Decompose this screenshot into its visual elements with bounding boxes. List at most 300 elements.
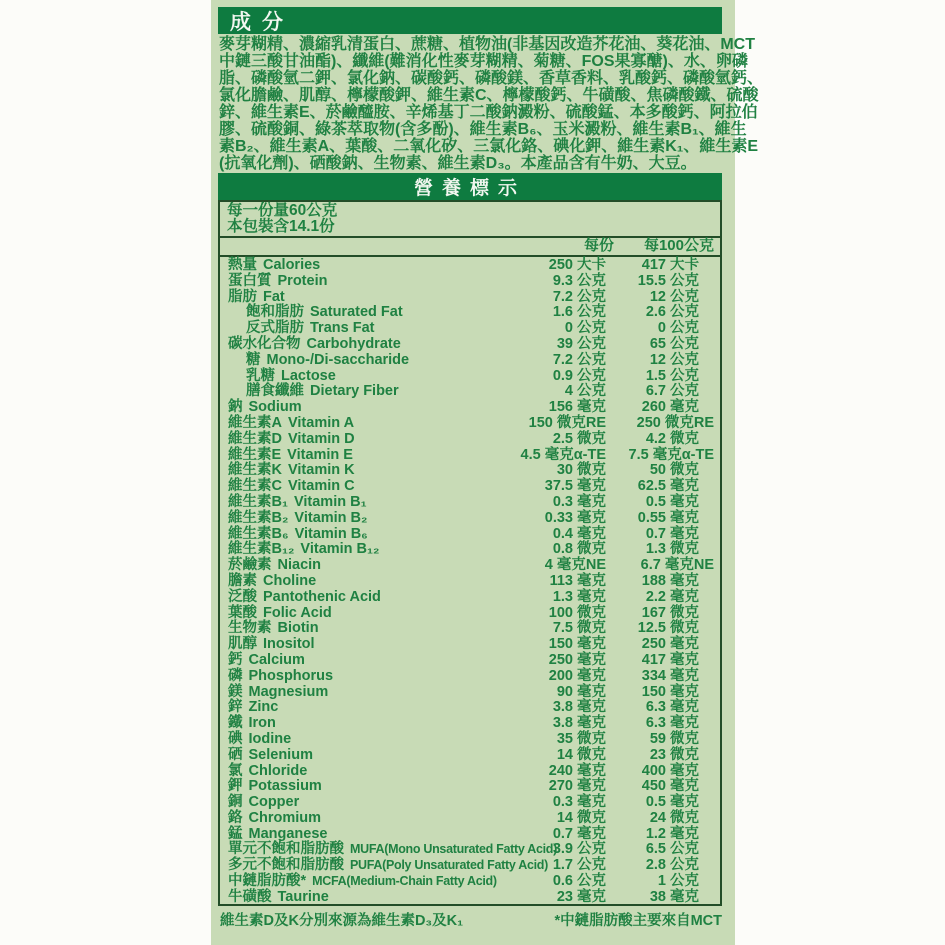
value-per-100g: 23 <box>649 746 666 763</box>
row-label-en: Magnesium <box>248 683 329 700</box>
per-serving-cell <box>488 558 606 574</box>
per-serving-cell <box>488 574 606 590</box>
unit-per-100g: 毫克α-TE <box>652 446 714 463</box>
value-per-serving: 9.3 <box>552 272 573 289</box>
per-100g-cell <box>606 732 714 748</box>
row-label-zh: 碘 <box>228 730 243 747</box>
nutrition-row <box>220 337 720 353</box>
nutrition-table <box>218 200 722 906</box>
unit-per-serving: 毫克 <box>577 715 606 732</box>
nutrition-row <box>220 590 720 606</box>
row-label-en: Vitamin C <box>287 478 355 495</box>
unit-per-serving: 微克 <box>577 746 606 763</box>
unit-per-100g: 微克 <box>670 730 699 747</box>
per-100g-cell <box>606 416 714 432</box>
per-100g-cell <box>606 842 714 858</box>
value-per-serving: 0 <box>564 320 573 337</box>
unit-per-serving: 毫克 <box>577 667 606 684</box>
row-label-zh: 鈣 <box>228 651 243 668</box>
row-label <box>228 748 488 764</box>
row-label <box>228 779 488 795</box>
row-label-en: Vitamin A <box>287 414 355 431</box>
unit-per-serving: 公克 <box>577 841 606 858</box>
value-per-serving: 35 <box>556 730 573 747</box>
per-100g-cell <box>606 258 714 274</box>
unit-per-100g: 毫克 <box>670 509 699 526</box>
value-per-100g: 6.3 <box>645 699 666 716</box>
row-label-en: Choline <box>263 572 317 589</box>
row-label-zh: 銅 <box>228 794 243 811</box>
ingredients-text-line: 麥芽糊精、濃縮乳清蛋白、蔗糖、植物油(非基因改造芥花油、葵花油、MCT <box>219 36 755 53</box>
row-label <box>228 542 488 558</box>
value-per-100g: 450 <box>641 778 666 795</box>
value-per-100g: 260 <box>641 399 666 416</box>
per-serving-cell <box>488 732 606 748</box>
per-serving-cell <box>488 716 606 732</box>
row-label-zh: 維生素B₁ <box>228 493 288 510</box>
value-per-serving: 0.8 <box>552 541 573 558</box>
unit-per-serving: 毫克 <box>577 683 606 700</box>
row-label-en: Vitamin B₂ <box>294 509 368 526</box>
unit-per-serving: 公克 <box>577 383 606 400</box>
row-label <box>228 653 488 669</box>
row-label-en: Protein <box>277 272 328 289</box>
unit-per-serving: 毫克 <box>577 699 606 716</box>
per-100g-cell <box>606 369 714 385</box>
unit-per-100g: 微克RE <box>664 414 714 431</box>
row-label-en: Calories <box>263 257 321 273</box>
unit-per-100g: 微克 <box>670 809 699 826</box>
value-per-100g: 250 <box>641 636 666 653</box>
nutrition-row <box>220 369 720 385</box>
value-per-serving: 4.5 <box>520 446 541 463</box>
row-label <box>246 384 488 400</box>
unit-per-100g: 微克 <box>670 620 699 637</box>
value-per-100g: 1.2 <box>645 825 666 842</box>
per-100g-cell <box>606 795 714 811</box>
nutrition-row <box>220 890 720 906</box>
nutrition-row <box>220 874 720 890</box>
value-per-serving: 0.4 <box>552 525 573 542</box>
unit-per-100g: 毫克 <box>670 715 699 732</box>
value-per-100g: 0.55 <box>637 509 666 526</box>
nutrition-row <box>220 732 720 748</box>
value-per-100g: 6.5 <box>645 841 666 858</box>
row-label-zh: 泛酸 <box>228 588 257 605</box>
row-label-en: Inositol <box>263 636 315 653</box>
unit-per-100g: 大卡 <box>670 257 699 273</box>
value-per-100g: 0.5 <box>645 493 666 510</box>
row-label-en: Vitamin B₁₂ <box>300 541 380 558</box>
row-label <box>228 764 488 780</box>
per-100g-cell <box>606 748 714 764</box>
value-per-serving: 3.9 <box>552 841 573 858</box>
unit-per-100g: 公克 <box>670 335 699 352</box>
per-serving-cell <box>488 258 606 274</box>
row-label-zh: 鉀 <box>228 778 243 795</box>
col-header-per-serving: 每份 <box>583 237 614 254</box>
row-label-en: Vitamin D <box>287 430 355 447</box>
value-per-100g: 15.5 <box>637 272 666 289</box>
row-label-zh: 鈉 <box>228 399 243 416</box>
nutrition-row <box>220 511 720 527</box>
row-label-zh: 維生素E <box>228 446 282 463</box>
per-serving-cell <box>488 811 606 827</box>
unit-per-100g: 微克 <box>670 462 699 479</box>
value-per-serving: 240 <box>548 762 573 779</box>
unit-per-serving: 微克 <box>577 604 606 621</box>
unit-per-serving: 微克 <box>577 541 606 558</box>
unit-per-serving: 毫克 <box>577 478 606 495</box>
row-label <box>228 527 488 543</box>
ingredients-text-line: 膠、硫酸銅、綠茶萃取物(含多酚)、維生素B₆、玉米澱粉、維生素B₁、維生 <box>219 121 747 138</box>
row-label <box>228 606 488 622</box>
value-per-100g: 24 <box>649 809 666 826</box>
value-per-serving: 4 <box>564 383 573 400</box>
row-label-en: Selenium <box>248 746 313 763</box>
unit-per-100g: 毫克 <box>670 778 699 795</box>
value-per-serving: 14 <box>556 809 573 826</box>
nutrition-row <box>220 258 720 274</box>
nutrition-row <box>220 795 720 811</box>
row-label <box>228 448 488 464</box>
value-per-serving: 37.5 <box>544 478 573 495</box>
unit-per-serving: 毫克 <box>577 509 606 526</box>
row-label-zh: 反式脂肪 <box>246 320 304 337</box>
per-100g-cell <box>606 811 714 827</box>
nutrition-row <box>220 669 720 685</box>
per-100g-cell <box>606 495 714 511</box>
row-label-zh: 單元不飽和脂肪酸 <box>228 841 344 858</box>
row-label-zh: 牛磺酸 <box>228 888 272 905</box>
row-label-en: Niacin <box>277 557 322 574</box>
row-label <box>228 700 488 716</box>
unit-per-serving: 毫克 <box>577 572 606 589</box>
row-label <box>228 511 488 527</box>
unit-per-serving: 毫克 <box>577 399 606 416</box>
ingredients-text-line: (抗氧化劑)、硒酸鈉、生物素、維生素D₃。本產品含有牛奶、大豆。 <box>219 155 697 172</box>
per-serving-cell <box>488 590 606 606</box>
row-label-en: Zinc <box>248 699 279 716</box>
value-per-100g: 4.2 <box>645 430 666 447</box>
row-label-zh: 碳水化合物 <box>228 335 301 352</box>
value-per-serving: 1.3 <box>552 588 573 605</box>
value-per-100g: 1.3 <box>645 541 666 558</box>
unit-per-serving: 毫克 <box>577 493 606 510</box>
value-per-100g: 65 <box>649 335 666 352</box>
serving-size: 每一份量60公克 <box>227 202 338 219</box>
row-label <box>228 558 488 574</box>
nutrition-title-bar <box>218 173 722 200</box>
nutrition-row <box>220 400 720 416</box>
value-per-100g: 2.8 <box>645 857 666 874</box>
value-per-serving: 3.8 <box>552 715 573 732</box>
ingredients-text-line: 中鏈三酸甘油酯)、纖維(難消化性麥芽糊精、菊糖、FOS果寡醣)、水、卵磷 <box>219 53 748 70</box>
per-serving-cell <box>488 353 606 369</box>
value-per-100g: 0.7 <box>645 525 666 542</box>
nutrition-row <box>220 416 720 432</box>
row-label-en: Iron <box>248 715 276 732</box>
per-serving-cell <box>488 637 606 653</box>
unit-per-100g: 毫克 <box>670 794 699 811</box>
per-serving-cell <box>488 621 606 637</box>
unit-per-serving: 毫克 <box>577 525 606 542</box>
value-per-100g: 417 <box>641 257 666 273</box>
row-label <box>246 305 488 321</box>
unit-per-serving: 公克 <box>577 304 606 321</box>
column-headers <box>220 238 720 257</box>
value-per-serving: 39 <box>556 335 573 352</box>
row-label <box>228 811 488 827</box>
unit-per-serving: 毫克 <box>577 888 606 905</box>
row-label-zh: 氯 <box>228 762 243 779</box>
per-serving-cell <box>488 653 606 669</box>
per-serving-cell <box>488 669 606 685</box>
per-100g-cell <box>606 685 714 701</box>
value-per-100g: 50 <box>649 462 666 479</box>
per-100g-cell <box>606 558 714 574</box>
unit-per-100g: 毫克 <box>670 825 699 842</box>
row-label-zh: 膳食纖維 <box>246 383 304 400</box>
footnotes <box>220 909 722 930</box>
unit-per-100g: 公克 <box>670 288 699 305</box>
per-100g-cell <box>606 479 714 495</box>
per-100g-cell <box>606 779 714 795</box>
nutrition-row <box>220 606 720 622</box>
serving-info <box>220 202 720 238</box>
unit-per-100g: 微克 <box>670 746 699 763</box>
nutrition-row <box>220 858 720 874</box>
per-100g-cell <box>606 874 714 890</box>
per-serving-cell <box>488 779 606 795</box>
value-per-100g: 59 <box>649 730 666 747</box>
servings-per-pack: 本包裝含14.1份 <box>227 218 335 235</box>
per-serving-cell <box>488 795 606 811</box>
row-label <box>228 857 548 874</box>
row-label-zh: 維生素K <box>228 462 282 479</box>
row-label <box>246 321 488 337</box>
value-per-100g: 167 <box>641 604 666 621</box>
row-label <box>228 432 488 448</box>
nutrition-row <box>220 495 720 511</box>
per-100g-cell <box>606 716 714 732</box>
nutrition-title: 營養標示 <box>413 178 526 199</box>
value-per-serving: 250 <box>548 257 573 273</box>
row-label-zh: 維生素B₁₂ <box>228 541 295 558</box>
per-serving-cell <box>488 463 606 479</box>
nutrition-row <box>220 748 720 764</box>
value-per-serving: 0.33 <box>544 509 573 526</box>
per-100g-cell <box>606 858 714 874</box>
unit-per-100g: 公克 <box>670 841 699 858</box>
row-label <box>246 353 488 369</box>
value-per-serving: 7.2 <box>552 351 573 368</box>
value-per-100g: 0 <box>657 320 666 337</box>
unit-per-serving: 公克 <box>577 272 606 289</box>
unit-per-serving: 毫克NE <box>556 557 606 574</box>
value-per-serving: 14 <box>556 746 573 763</box>
value-per-100g: 62.5 <box>637 478 666 495</box>
unit-per-100g: 公克 <box>670 320 699 337</box>
unit-per-serving: 公克 <box>577 320 606 337</box>
row-label-zh: 熱量 <box>228 257 257 273</box>
unit-per-100g: 毫克 <box>670 399 699 416</box>
row-label <box>228 795 488 811</box>
nutrition-row <box>220 779 720 795</box>
per-100g-cell <box>606 669 714 685</box>
nutrition-row <box>220 621 720 637</box>
value-per-100g: 188 <box>641 572 666 589</box>
per-100g-cell <box>606 574 714 590</box>
unit-per-serving: 毫克α-TE <box>544 446 606 463</box>
value-per-serving: 23 <box>556 888 573 905</box>
per-100g-cell <box>606 653 714 669</box>
row-label-en: Mono-/Di-saccharide <box>266 351 410 368</box>
per-100g-cell <box>606 700 714 716</box>
nutrition-row <box>220 685 720 701</box>
unit-per-100g: 毫克 <box>670 683 699 700</box>
unit-per-serving: 公克 <box>577 873 606 890</box>
row-label-zh: 乳糖 <box>246 367 275 384</box>
nutrition-row <box>220 463 720 479</box>
per-serving-cell <box>488 495 606 511</box>
row-label-en: Fat <box>263 288 285 305</box>
unit-per-100g: 公克 <box>670 351 699 368</box>
row-label-en: MUFA(Mono Unsaturated Fatty Acid) <box>350 842 557 857</box>
value-per-serving: 250 <box>548 651 573 668</box>
value-per-100g: 6.3 <box>645 715 666 732</box>
row-label <box>228 495 488 511</box>
unit-per-100g: 毫克 <box>670 588 699 605</box>
unit-per-serving: 微克 <box>577 430 606 447</box>
value-per-100g: 334 <box>641 667 666 684</box>
value-per-serving: 100 <box>548 604 573 621</box>
row-label-zh: 磷 <box>228 667 243 684</box>
row-label-en: Carbohydrate <box>306 335 401 352</box>
row-label-zh: 鉻 <box>228 809 243 826</box>
row-label-en: Folic Acid <box>263 604 332 621</box>
value-per-serving: 7.2 <box>552 288 573 305</box>
ingredients-text-line: 鋅、維生素E、菸鹼醯胺、辛烯基丁二酸鈉澱粉、硫酸錳、本多酸鈣、阿拉伯 <box>219 104 758 121</box>
row-label-en: Chloride <box>248 762 308 779</box>
ingredients-title-bar <box>218 7 722 34</box>
row-label-zh: 維生素C <box>228 478 282 495</box>
unit-per-100g: 微克 <box>670 604 699 621</box>
per-serving-cell <box>488 890 606 906</box>
nutrition-row <box>220 527 720 543</box>
row-label-zh: 硒 <box>228 746 243 763</box>
row-label-en: PUFA(Poly Unsaturated Fatty Acid) <box>350 858 548 873</box>
per-100g-cell <box>606 764 714 780</box>
row-label-zh: 飽和脂肪 <box>246 304 304 321</box>
per-serving-cell <box>488 606 606 622</box>
row-label-en: Lactose <box>281 367 336 384</box>
row-label <box>228 873 497 890</box>
unit-per-serving: 公克 <box>577 367 606 384</box>
ingredients-text-line: 素B₂、維生素A、葉酸、二氧化矽、三氯化鉻、碘化鉀、維生素K₁、維生素E <box>219 138 759 155</box>
row-label-zh: 多元不飽和脂肪酸 <box>228 857 344 874</box>
row-label <box>228 669 488 685</box>
value-per-serving: 4 <box>544 557 553 574</box>
value-per-serving: 7.5 <box>552 620 573 637</box>
row-label <box>228 574 488 590</box>
nutrition-row <box>220 432 720 448</box>
per-serving-cell <box>488 448 606 464</box>
per-serving-cell <box>488 685 606 701</box>
row-label <box>228 685 488 701</box>
value-per-100g: 12 <box>649 288 666 305</box>
unit-per-serving: 毫克 <box>577 651 606 668</box>
per-100g-cell <box>606 542 714 558</box>
row-label-zh: 葉酸 <box>228 604 257 621</box>
value-per-100g: 12 <box>649 351 666 368</box>
unit-per-serving: 微克 <box>577 462 606 479</box>
row-label-zh: 生物素 <box>228 620 272 637</box>
unit-per-100g: 微克 <box>670 541 699 558</box>
value-per-serving: 0.6 <box>552 873 573 890</box>
row-label-en: Calcium <box>248 651 305 668</box>
nutrition-row <box>220 842 720 858</box>
row-label <box>228 274 488 290</box>
nutrition-row <box>220 305 720 321</box>
per-serving-cell <box>488 858 606 874</box>
nutrition-row <box>220 700 720 716</box>
row-label-en: MCFA(Medium-Chain Fatty Acid) <box>312 874 497 889</box>
per-100g-cell <box>606 637 714 653</box>
ingredients-text-line: 氯化膽鹼、肌醇、檸檬酸鉀、維生素C、檸檬酸鈣、牛磺酸、焦磷酸鐵、硫酸 <box>219 87 759 104</box>
row-label-en: Potassium <box>248 778 322 795</box>
row-label-en: Vitamin E <box>287 446 353 463</box>
per-100g-cell <box>606 621 714 637</box>
ingredients-title: 成分 <box>230 10 294 34</box>
nutrition-row <box>220 716 720 732</box>
per-100g-cell <box>606 305 714 321</box>
row-label-zh: 鋅 <box>228 699 243 716</box>
nutrition-row <box>220 764 720 780</box>
row-label-zh: 錳 <box>228 825 243 842</box>
value-per-serving: 0.7 <box>552 825 573 842</box>
value-per-serving: 156 <box>548 399 573 416</box>
nutrition-rows <box>220 257 720 906</box>
per-100g-cell <box>606 448 714 464</box>
value-per-serving: 150 <box>548 636 573 653</box>
value-per-100g: 2.6 <box>645 304 666 321</box>
value-per-serving: 2.5 <box>552 430 573 447</box>
value-per-serving: 270 <box>548 778 573 795</box>
per-serving-cell <box>488 764 606 780</box>
per-serving-cell <box>488 384 606 400</box>
value-per-serving: 30 <box>556 462 573 479</box>
ingredients-text-line: 脂、磷酸氫二鉀、氯化鈉、碳酸鈣、磷酸鎂、香草香料、乳酸鈣、磷酸氫鈣、 <box>219 70 764 87</box>
unit-per-serving: 毫克 <box>577 825 606 842</box>
per-serving-cell <box>488 369 606 385</box>
per-serving-cell <box>488 700 606 716</box>
row-label-en: Phosphorus <box>248 667 334 684</box>
nutrition-row <box>220 653 720 669</box>
row-label-zh: 維生素B₆ <box>228 525 289 542</box>
row-label <box>228 716 488 732</box>
row-label-en: Pantothenic Acid <box>263 588 381 605</box>
value-per-serving: 0.3 <box>552 493 573 510</box>
row-label-en: Dietary Fiber <box>310 383 399 400</box>
per-serving-cell <box>488 511 606 527</box>
unit-per-100g: 毫克 <box>670 699 699 716</box>
value-per-serving: 90 <box>556 683 573 700</box>
row-label-zh: 維生素A <box>228 414 282 431</box>
nutrition-row <box>220 479 720 495</box>
row-label-en: Sodium <box>248 399 302 416</box>
unit-per-100g: 毫克 <box>670 651 699 668</box>
